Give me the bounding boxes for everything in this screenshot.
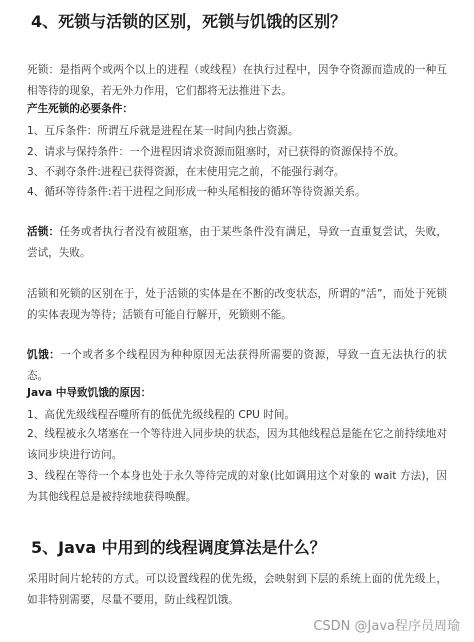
condition-item: 1、互斥条件：所谓互斥就是进程在某一时间内独占资源。 — [27, 125, 299, 137]
deadlock-conditions-title: 产生死锁的必要条件： — [27, 103, 133, 115]
starvation-label: 饥饿： — [27, 349, 61, 361]
condition-item: 2、请求与保持条件：一个进程因请求资源而阻塞时，对已获得的资源保持不放。 — [27, 146, 405, 158]
condition-item: 3、不剥夺条件:进程已获得资源，在末使用完之前，不能强行剥夺。 — [27, 166, 345, 178]
cause-item: 1、高优先级线程吞噬所有的低优先级线程的 CPU 时间。 — [27, 409, 296, 421]
cause-item: 3、线程在等待一个本身也处于永久等待完成的对象(比如调用这个对象的 wait 方法)，因为其他线程总是被持续地获得唤醒。 — [27, 470, 447, 503]
section-5-heading: 5、Java 中用到的线程调度算法是什么？ — [31, 538, 326, 557]
section-4-heading: 4、死锁与活锁的区别，死锁与饥饿的区别？ — [31, 12, 347, 31]
deadlock-definition — [27, 60, 447, 102]
csdn-watermark: CSDN @Java程序员周瑜 — [313, 619, 460, 634]
livelock-label: 活锁： — [27, 226, 60, 238]
deadlock-label: 死锁： — [27, 64, 60, 76]
livelock-text: 任务或者执行者没有被阻塞，由于某些条件没有满足，导致一直重复尝试，失败，尝试，失败。 — [27, 226, 448, 259]
java-starvation-causes-title: Java 中导致饥饿的原因： — [27, 387, 152, 399]
livelock-definition — [27, 222, 447, 264]
deadlock-text: 是指两个或两个以上的进程（或线程）在执行过程中，因争夺资源而造成的一种互相等待的现象，若无外力作用，它们都将无法推进下去。 — [27, 64, 448, 97]
starvation-text: 一个或者多个线程因为种种原因无法获得所需要的资源，导致一直无法执行的状态。 — [27, 349, 448, 382]
scheduling-algorithm-answer: 采用时间片轮转的方式。可以设置线程的优先级，会映射到下层的系统上面的优先级上，如非特别需要，尽量不要用，防止线程饥饿。 — [27, 573, 447, 606]
cause-item: 2、线程被永久堵塞在一个等待进入同步块的状态，因为其他线程总是能在它之前持续地对该同步块进行访问。 — [27, 428, 447, 461]
starvation-definition — [27, 345, 447, 387]
livelock-deadlock-difference: 活锁和死锁的区别在于，处于活锁的实体是在不断的改变状态，所谓的“活”，而处于死锁的实体表现为等待；活锁有可能自行解开，死锁则不能。 — [27, 288, 447, 321]
condition-item: 4、循环等待条件:若干进程之间形成一种头尾相接的循环等待资源关系。 — [27, 186, 366, 198]
